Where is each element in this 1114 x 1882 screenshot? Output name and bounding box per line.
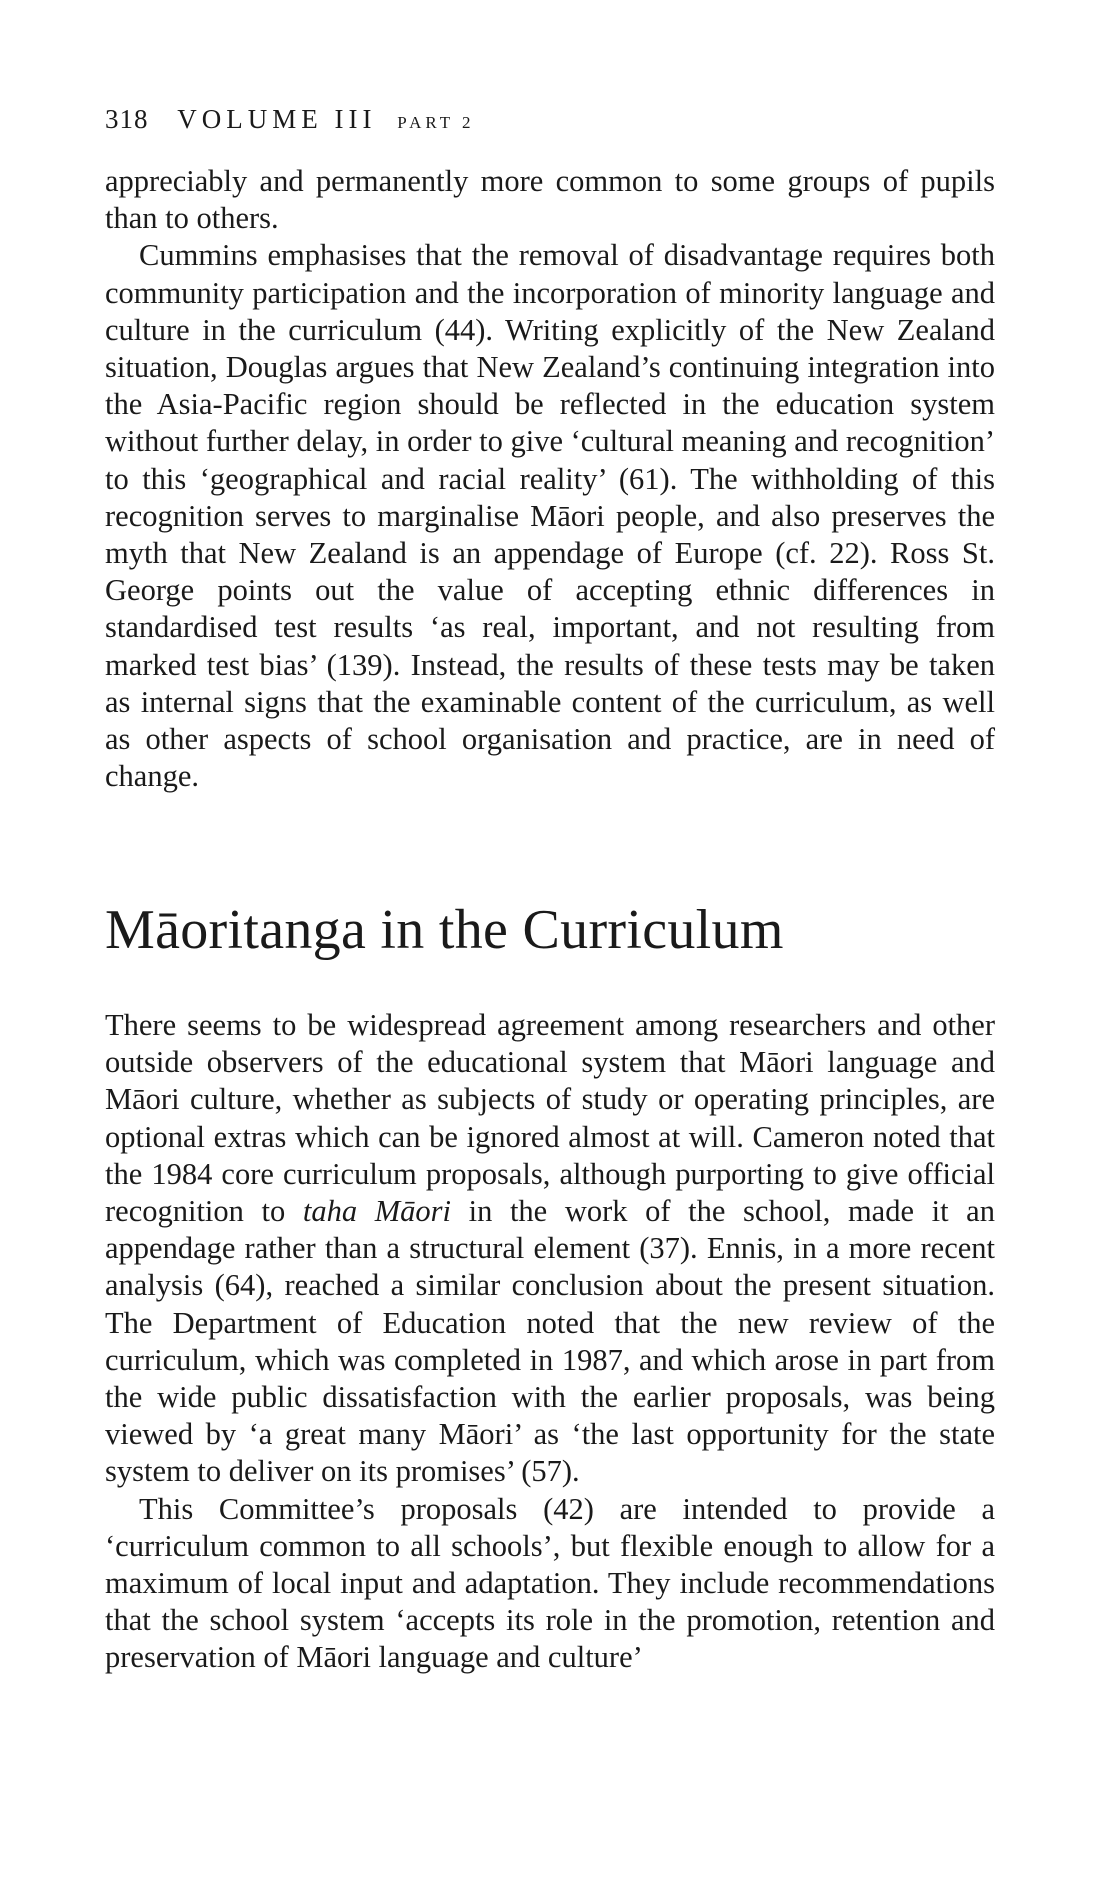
paragraph-committee: This Committee’s proposals (42) are intended to provide a ‘curriculum common to all schools’, but flexible enough to allow for a maximum of local input and adaptation. They include recommendations that the school system ‘accepts its role in the promotion, retention and preservation of Māori language and culture’: [105, 1491, 995, 1675]
part-label: PART 2: [397, 113, 475, 132]
section-text-block: [105, 1007, 995, 1677]
paragraph-agreement: [105, 1007, 995, 1491]
italic-term: taha Māori: [302, 1194, 451, 1229]
paragraph-agreement-part-1: There seems to be widespread agreement among researchers and other outside observers of the educational system that Māori language and Māori culture, whether as subjects of study or operating principles, are optional extras which can be ignored almost at will. Cameron noted that the 1984 core curriculum proposals, although purporting to give official recognition to: [105, 1008, 995, 1229]
section-heading: Māoritanga in the Curriculum: [105, 899, 784, 961]
volume-label: VOLUME III: [177, 104, 377, 134]
paragraph-continued: appreciably and permanently more common to some groups of pupils than to others.: [105, 164, 995, 236]
page-number: 318: [105, 104, 149, 134]
paragraph-agreement-part-2: in the work of the school, made it an appendage rather than a structural element (37). Ennis, in a more recent analysis (64), reached a similar conclusion about the present situation. The Department of Education noted that the new review of the curriculum, which was completed in 1987, and which arose in part from the wide public dissatisfaction with the earlier proposals, was being viewed by ‘a great many Māori’ as ‘the last opportunity for the state system to deliver on its promises’ (57).: [105, 1194, 995, 1489]
running-head: [105, 104, 475, 135]
paragraph-cummins: Cummins emphasises that the removal of disadvantage requires both community participation and the incorporation of minority language and culture in the curriculum (44). Writing explicitly of the New Zealand situation, Douglas argues that New Zealand’s continuing integration into the Asia-Pacific region should be reflected in the education system without further delay, in order to give ‘cultural meaning and recognition’ to this ‘geographical and racial reality’ (61). The withholding of this recognition serves to marginalise Māori people, and also preserves the myth that New Zealand is an appendage of Europe (cf. 22). Ross St. George points out the value of accepting ethnic differences in standardised test results ‘as real, important, and not resulting from marked test bias’ (139). Instead, the results of these tests may be taken as internal signs that the examinable content of the curriculum, as well as other aspects of school organisation and practice, are in need of change.: [105, 238, 995, 794]
opening-text-block: [105, 163, 995, 795]
